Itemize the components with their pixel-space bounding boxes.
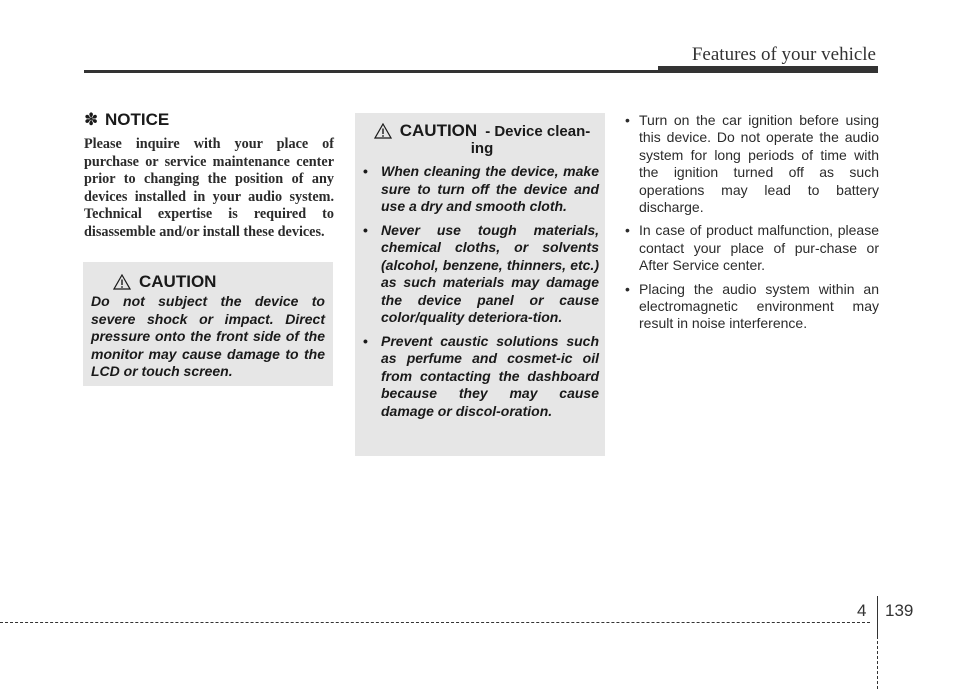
- notice-symbol: ✽: [84, 110, 99, 129]
- list-item: • Prevent caustic solutions such as perfume and cosmet-ic oil from contacting the dashboard because they may cause damage or discol-oration.: [363, 332, 599, 419]
- chapter-number: 4: [857, 601, 867, 620]
- caution-box-cleaning: [355, 113, 605, 456]
- caution-subtitle-continued: ing: [470, 140, 494, 157]
- warning-triangle-icon: [113, 274, 131, 290]
- page-number: 139: [885, 601, 914, 620]
- notice-section: [84, 110, 334, 242]
- caution-title: CAUTION: [139, 272, 217, 291]
- caution-list: [363, 163, 599, 426]
- list-item: • In case of product malfunction, please contact your place of pur-chase or After Service center.: [625, 222, 879, 274]
- caution-box-device: [83, 262, 333, 386]
- list-item: • When cleaning the device, make sure to turn off the device and use a dry and smooth cloth.: [363, 163, 599, 214]
- notice-heading: [84, 110, 334, 130]
- caution-heading: [365, 121, 599, 157]
- info-list: [625, 112, 879, 339]
- list-item: • Turn on the car ignition before using this device. Do not operate the audio system for long periods of time with the ignition turned off as such operations may lead to battery discharge.: [625, 112, 879, 216]
- header-rule-accent: [658, 66, 878, 72]
- footer-rule: [0, 622, 870, 623]
- list-item: • Never use tough materials, chemical cloths, or solvents (alcohol, benzene, thinners, etc.) as such materials may damage the device panel or cause color/quality deteriora-tion.: [363, 221, 599, 325]
- footer-divider: [877, 596, 878, 636]
- caution-subtitle: - Device clean-: [485, 122, 591, 140]
- footer-divider-dashed: [877, 636, 878, 689]
- caution-text: Do not subject the device to severe shock or impact. Direct pressure onto the front side of the monitor may cause damage to the LCD or touch screen.: [91, 293, 325, 379]
- section-title: Features of your vehicle: [691, 44, 876, 65]
- caution-heading: [113, 272, 216, 292]
- caution-title: CAUTION: [399, 121, 478, 140]
- notice-title: NOTICE: [104, 110, 170, 129]
- list-item: • Placing the audio system within an electromagnetic environment may result in noise interference.: [625, 280, 879, 332]
- warning-triangle-icon: [374, 123, 392, 139]
- notice-body: Please inquire with your place of purchase or service maintenance center prior to changing the position of any devices installed in your audio system. Technical expertise is required to disassemble and/or install these devices.: [84, 136, 334, 240]
